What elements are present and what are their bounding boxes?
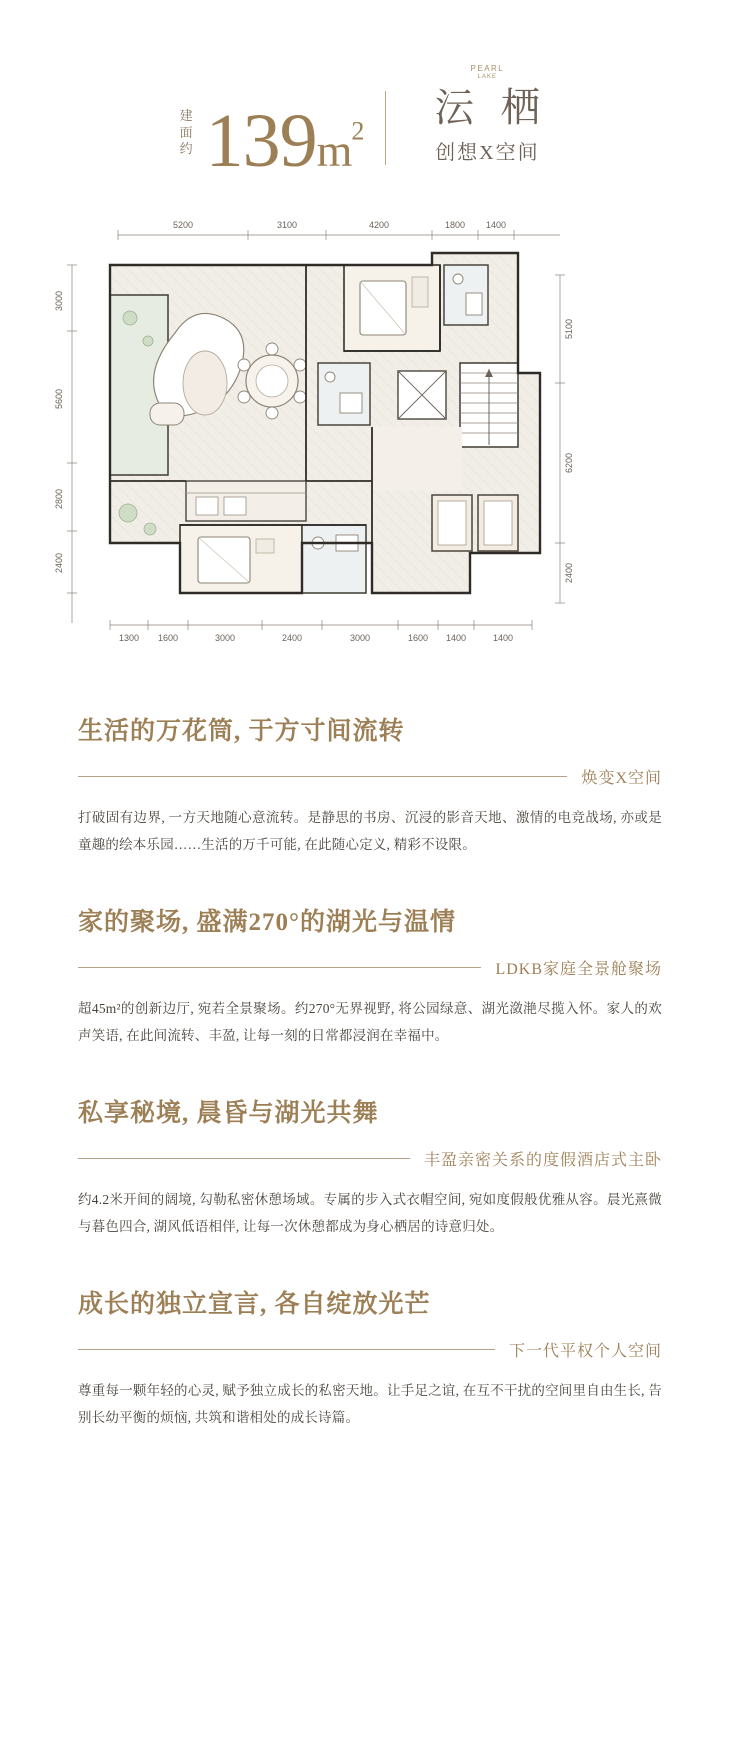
feature-title: 家的聚场, 盛满270°的湖光与温情 [78,909,456,936]
area-unit: m [316,124,352,176]
feature-tag: 丰盈亲密关系的度假酒店式主卧 [423,1152,662,1169]
features-list [0,683,740,1535]
feature-tag: 焕变X空间 [581,770,662,787]
rule-line [78,776,567,777]
dim-bot-3: 2400 [281,633,303,643]
feature-body: 打破固有边界, 一方天地随心意流转。是静思的书房、沉浸的影音天地、激情的电竞战场, 亦或是童趣的绘本乐园……生活的万千可能, 在此随心定义, 精彩不设限。 [78,810,662,852]
feature-title: 私享秘境, 晨昏与湖光共舞 [78,1100,379,1127]
feature-tag-row [78,765,662,788]
dim-top-4: 1400 [485,220,507,230]
area-value [205,98,364,183]
floorplan-drawing [0,213,740,683]
dimension-right [555,275,574,603]
dim-bot-7: 1400 [492,633,514,643]
feature-tag-row [78,1147,662,1170]
dim-left-3: 2400 [54,552,64,574]
rule-line [78,967,481,968]
dimension-left [54,265,77,623]
feature-body: 超45m²的创新边厅, 宛若全景聚场。约270°无界视野, 将公园绿意、湖光潋滟尽揽入怀。家人的欢声笑语, 在此间流转、丰盈, 让每一刻的日常都浸润在幸福中。 [78,1001,662,1043]
feature-tag-row [78,1338,662,1361]
floorplan-figure [0,213,740,683]
dim-left-2: 2800 [54,488,64,510]
project-subtitle: 创想X空间 [435,142,540,164]
dim-right-1: 6200 [564,452,574,474]
dimension-top [118,220,560,240]
feature-section-0 [78,711,662,858]
project-name: 沄栖 [434,85,567,130]
dim-bot-5: 1600 [407,633,429,643]
feature-section-2 [78,1093,662,1240]
dim-bot-1: 1600 [157,633,179,643]
dim-bot-4: 3000 [349,633,371,643]
brand-line2: LAKE [477,74,498,81]
feature-title: 成长的独立宣言, 各自绽放光芒 [78,1291,431,1318]
feature-section-1 [78,902,662,1049]
feature-tag: LDKB家庭全景舱聚场 [495,961,662,978]
feature-title: 生活的万花筒, 于方寸间流转 [78,718,405,745]
dim-bot-6: 1400 [445,633,467,643]
dim-bot-0: 1300 [118,633,140,643]
area-number: 139 [205,98,317,183]
page-header [0,0,740,189]
dim-right-0: 5100 [564,318,574,340]
dim-top-1: 3100 [276,220,298,230]
dim-top-2: 4200 [368,220,390,230]
bathtub [150,403,184,425]
brand-mark [471,64,505,82]
feature-section-3 [78,1284,662,1431]
feature-tag-row [78,956,662,979]
dim-top-3: 1800 [444,220,466,230]
rule-line [78,1349,495,1350]
area-prefix-label: 建面约 [179,108,194,156]
rule-line [78,1158,410,1159]
brand-line1: PEARL [470,64,505,73]
dim-left-0: 3000 [54,290,64,312]
header-divider [385,91,386,165]
dim-left-1: 5600 [54,388,64,410]
feature-tag: 下一代平权个人空间 [508,1343,662,1360]
dimension-bottom [110,617,532,643]
area-exponent: 2 [351,116,364,146]
dim-bot-2: 3000 [214,633,236,643]
feature-body: 尊重每一颗年轻的心灵, 赋予独立成长的私密天地。让手足之谊, 在互不干扰的空间里自由生长, 告别长幼平衡的烦恼, 共筑和谐相处的成长诗篇。 [78,1383,662,1425]
floorplan-rooms [110,253,540,593]
dim-top-0: 5200 [172,220,194,230]
project-name-block [408,64,567,165]
dim-right-2: 2400 [564,562,574,584]
feature-body: 约4.2米开间的阔境, 勾勒私密休憩场域。专属的步入式衣帽空间, 宛如度假般优雅从容。晨光熹微与暮色四合, 湖风低语相伴, 让每一次休憩都成为身心栖居的诗意归处。 [78,1192,662,1234]
